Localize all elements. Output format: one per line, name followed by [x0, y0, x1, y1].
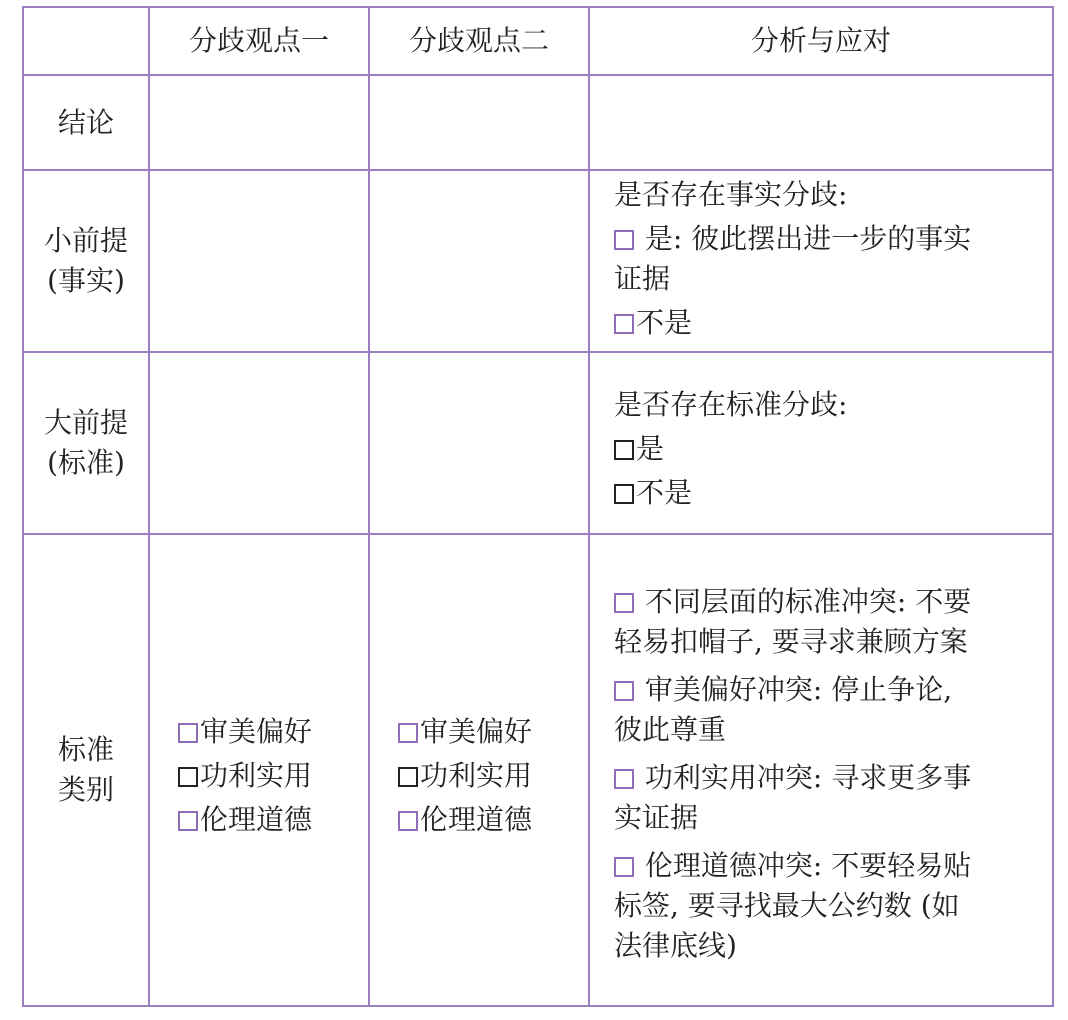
analysis-text: 标签, 要寻找最大公约数 (如: [614, 889, 960, 922]
major-option-no-text: 不是: [636, 476, 693, 509]
major-question: 是否存在标准分歧:: [614, 388, 848, 421]
analysis-line: [614, 670, 1052, 710]
minor-question: 是否存在事实分歧:: [614, 178, 848, 211]
col2-option-aesthetic: [398, 712, 588, 752]
col1-option-ethics: [178, 800, 368, 840]
major-option-yes: [614, 429, 1052, 469]
checkbox[interactable]: [614, 593, 634, 613]
header-col3-text: 分析与应对: [750, 24, 891, 57]
option-text: 审美偏好: [420, 715, 533, 748]
checkbox-yes[interactable]: [614, 230, 634, 250]
analysis-item-utility: [614, 758, 1052, 838]
checkbox[interactable]: [178, 723, 198, 743]
analysis-line: [614, 758, 1052, 798]
option-text: 功利实用: [200, 759, 313, 792]
analysis-item-levels: [614, 582, 1052, 662]
minor-option-yes-text: 是: 彼此摆出进一步的事实: [644, 222, 972, 255]
col2-option-utility: [398, 756, 588, 796]
option-text: 伦理道德: [200, 803, 313, 836]
analysis-text: 法律底线): [614, 929, 737, 962]
category-col1-cell: [150, 535, 368, 1005]
checkbox[interactable]: [398, 767, 418, 787]
checkbox[interactable]: [178, 811, 198, 831]
major-label-line2: (标准): [47, 446, 125, 479]
analysis-text: 功利实用冲突: 寻求更多事: [644, 761, 972, 794]
col2-option-ethics: [398, 800, 588, 840]
minor-label-line1: 小前提: [43, 224, 128, 257]
option-text: 功利实用: [420, 759, 533, 792]
major-analysis-cell: [590, 353, 1052, 533]
row-label-conclusion: [24, 76, 148, 169]
major-label-line1: 大前提: [43, 406, 128, 439]
row-divider: [24, 74, 1052, 76]
analysis-text: 彼此尊重: [614, 713, 727, 746]
col1-option-aesthetic: [178, 712, 368, 752]
row-label-category: [24, 535, 148, 1005]
checkbox[interactable]: [178, 767, 198, 787]
checkbox[interactable]: [398, 811, 418, 831]
row-label-minor-premise: [24, 171, 148, 351]
header-col2: [370, 8, 588, 74]
header-col1: [150, 8, 368, 74]
minor-analysis-cell: [590, 171, 1052, 351]
option-text: 审美偏好: [200, 715, 313, 748]
analysis-line: [614, 582, 1052, 622]
minor-option-no: [614, 303, 1052, 343]
category-label-line1: 标准: [57, 733, 114, 766]
header-col2-text: 分歧观点二: [408, 24, 549, 57]
analysis-line: [614, 846, 1052, 886]
analysis-text: 实证据: [614, 801, 699, 834]
checkbox-no[interactable]: [614, 314, 634, 334]
category-label-line2: 类别: [57, 773, 114, 806]
checkbox[interactable]: [614, 681, 634, 701]
analysis-text: 不同层面的标准冲突: 不要: [644, 585, 972, 618]
analysis-text: 审美偏好冲突: 停止争论,: [644, 673, 953, 706]
checkbox-no[interactable]: [614, 484, 634, 504]
minor-option-no-text: 不是: [636, 306, 693, 339]
comparison-table: [22, 6, 1054, 1007]
option-text: 伦理道德: [420, 803, 533, 836]
analysis-item-aesthetic: [614, 670, 1052, 750]
category-col2-cell: [370, 535, 588, 1005]
analysis-item-ethics: [614, 846, 1052, 966]
col1-option-utility: [178, 756, 368, 796]
checkbox[interactable]: [614, 857, 634, 877]
checkbox-yes[interactable]: [614, 440, 634, 460]
analysis-text: 伦理道德冲突: 不要轻易贴: [644, 849, 972, 882]
minor-label-line2: (事实): [47, 264, 125, 297]
analysis-text: 轻易扣帽子, 要寻求兼顾方案: [614, 625, 968, 658]
checkbox[interactable]: [398, 723, 418, 743]
major-option-no: [614, 473, 1052, 513]
checkbox[interactable]: [614, 769, 634, 789]
minor-option-yes: [614, 219, 1052, 259]
category-analysis-cell: [590, 535, 1052, 1005]
header-col1-text: 分歧观点一: [188, 24, 329, 57]
header-col3: [590, 8, 1052, 74]
major-option-yes-text: 是: [636, 432, 665, 465]
minor-option-yes-cont: 证据: [614, 262, 671, 295]
conclusion-label: 结论: [57, 105, 114, 139]
row-label-major-premise: [24, 353, 148, 533]
